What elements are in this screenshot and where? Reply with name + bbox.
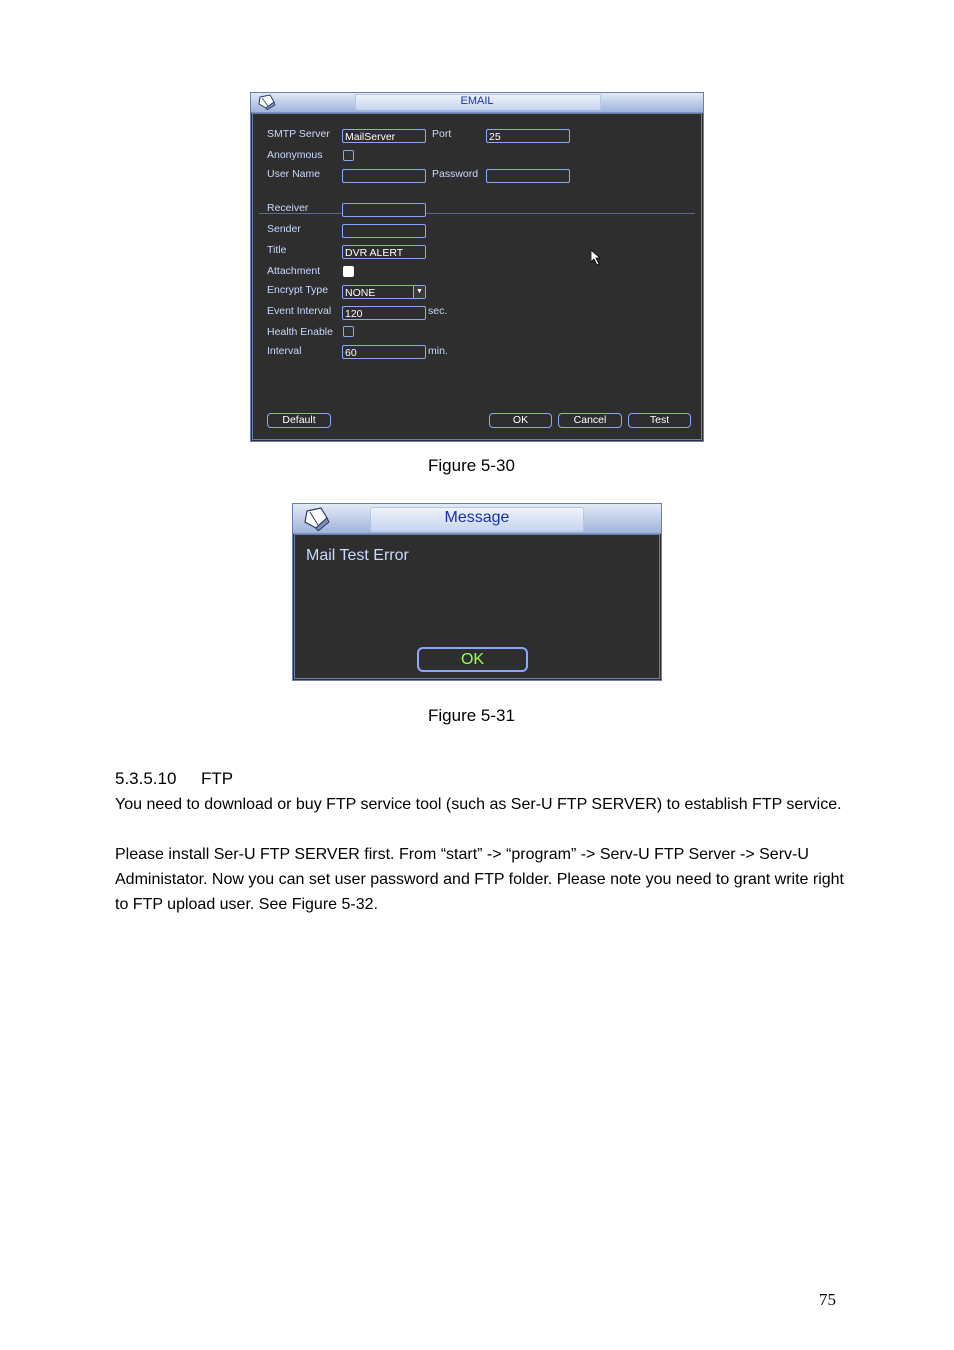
health-enable-label: Health Enable bbox=[267, 326, 333, 338]
encrypt-type-select[interactable] bbox=[342, 285, 426, 299]
default-button[interactable]: Default bbox=[267, 413, 331, 428]
health-enable-checkbox[interactable] bbox=[343, 326, 354, 337]
paragraph-2: Please install Ser-U FTP SERVER first. From “start” -> “program” -> Serv-U FTP Server -> Serv-U Administator. Now you can set user password and FTP folder. Please note you need to grant write right to FTP upload user. See Figure 5-32. bbox=[115, 846, 844, 913]
cancel-button[interactable]: Cancel bbox=[558, 413, 622, 428]
anonymous-label: Anonymous bbox=[267, 149, 323, 161]
section-number: 5.3.5.10 bbox=[115, 769, 177, 788]
attachment-label: Attachment bbox=[267, 265, 321, 277]
email-dialog bbox=[250, 92, 704, 442]
paragraph-1: You need to download or buy FTP service tool (such as Ser-U FTP SERVER) to establish FTP service. bbox=[115, 796, 842, 813]
attachment-checkbox[interactable] bbox=[343, 266, 354, 277]
section-title: FTP bbox=[201, 769, 234, 788]
encrypt-type-value: NONE bbox=[345, 287, 376, 299]
receiver-field[interactable] bbox=[342, 203, 426, 217]
section-divider bbox=[259, 213, 695, 214]
interval-label: Interval bbox=[267, 345, 302, 357]
port-label: Port bbox=[432, 128, 452, 140]
event-interval-label: Event Interval bbox=[267, 305, 332, 317]
message-dialog bbox=[292, 503, 662, 681]
port-field[interactable]: 25 bbox=[486, 129, 570, 143]
message-text: Mail Test Error bbox=[306, 547, 409, 564]
figure-caption-5-30: Figure 5-30 bbox=[428, 456, 515, 475]
event-interval-field[interactable]: 120 bbox=[342, 306, 426, 320]
user-name-field[interactable] bbox=[342, 169, 426, 183]
email-titlebar bbox=[251, 93, 703, 113]
user-name-label: User Name bbox=[267, 168, 321, 180]
email-title: EMAIL bbox=[460, 95, 494, 107]
figure-caption-5-31: Figure 5-31 bbox=[428, 706, 515, 725]
sender-field[interactable] bbox=[342, 224, 426, 238]
smtp-server-field[interactable]: MailServer bbox=[342, 129, 426, 143]
page-number: 75 bbox=[819, 1290, 836, 1309]
interval-unit: min. bbox=[428, 345, 448, 357]
email-body bbox=[252, 113, 702, 440]
message-ok-button[interactable]: OK bbox=[417, 647, 528, 672]
chevron-down-icon[interactable]: ▼ bbox=[413, 286, 425, 298]
title-field[interactable]: DVR ALERT bbox=[342, 245, 426, 259]
encrypt-type-label: Encrypt Type bbox=[267, 284, 329, 296]
smtp-server-label: SMTP Server bbox=[267, 128, 330, 140]
ok-button[interactable]: OK bbox=[489, 413, 552, 428]
test-button[interactable]: Test bbox=[628, 413, 691, 428]
sender-label: Sender bbox=[267, 223, 301, 235]
mouse-pointer-icon bbox=[591, 250, 601, 266]
password-field[interactable] bbox=[486, 169, 570, 183]
message-title: Message bbox=[444, 509, 510, 526]
section-heading bbox=[115, 769, 233, 789]
password-label: Password bbox=[432, 168, 479, 180]
title-label: Title bbox=[267, 244, 287, 256]
message-titlebar bbox=[293, 504, 661, 534]
receiver-label: Receiver bbox=[267, 202, 309, 214]
interval-field[interactable]: 60 bbox=[342, 345, 426, 359]
message-body bbox=[294, 534, 660, 679]
anonymous-checkbox[interactable] bbox=[343, 150, 354, 161]
event-interval-unit: sec. bbox=[428, 305, 448, 317]
